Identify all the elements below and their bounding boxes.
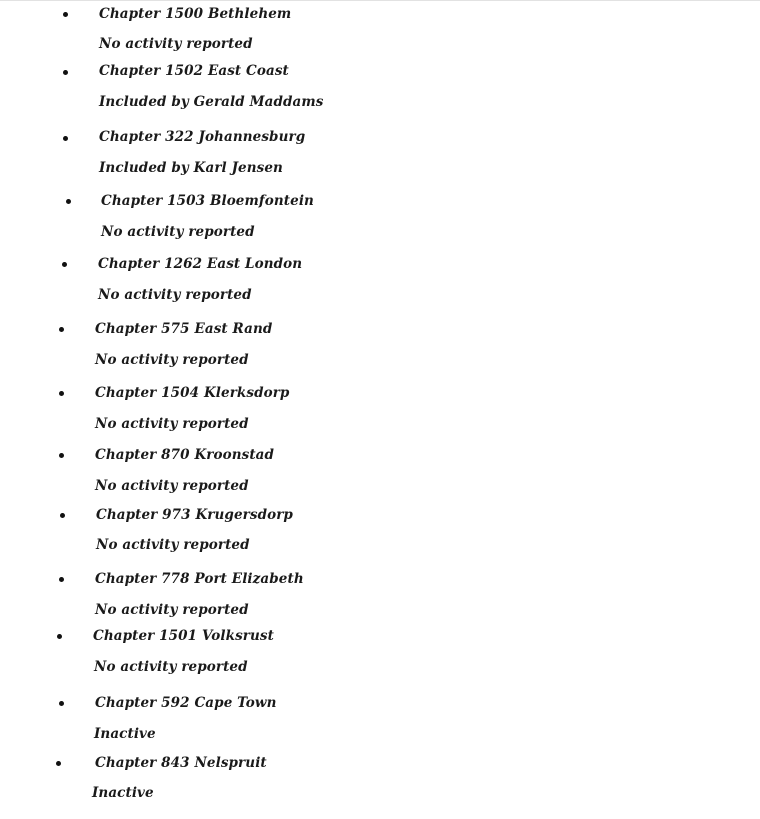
chapter-status: Included by Karl Jensen	[99, 160, 283, 176]
chapter-status: No activity reported	[95, 478, 249, 494]
chapter-name: Chapter 575 East Rand	[95, 321, 273, 337]
chapter-status: No activity reported	[95, 416, 249, 432]
bullet-icon	[63, 12, 68, 17]
bullet-icon	[59, 701, 64, 706]
chapter-name: Chapter 1502 East Coast	[99, 63, 289, 79]
chapter-name: Chapter 1504 Klerksdorp	[95, 385, 290, 401]
bullet-icon	[63, 70, 68, 75]
bullet-icon	[60, 513, 65, 518]
chapter-status: No activity reported	[99, 36, 253, 52]
chapter-status: No activity reported	[95, 352, 249, 368]
bullet-icon	[63, 136, 68, 141]
bullet-icon	[59, 453, 64, 458]
chapter-status: Included by Gerald Maddams	[99, 94, 324, 110]
chapter-name: Chapter 1501 Volksrust	[93, 628, 274, 644]
bullet-icon	[59, 391, 64, 396]
chapter-name: Chapter 592 Cape Town	[95, 695, 277, 711]
top-divider	[0, 0, 760, 1]
chapter-status: No activity reported	[101, 224, 255, 240]
bullet-icon	[62, 262, 67, 267]
chapter-name: Chapter 778 Port Elizabeth	[95, 571, 304, 587]
bullet-icon	[59, 327, 64, 332]
chapter-name: Chapter 843 Nelspruit	[95, 755, 267, 771]
bullet-icon	[59, 577, 64, 582]
chapter-name: Chapter 1500 Bethlehem	[99, 6, 292, 22]
chapter-status: No activity reported	[95, 602, 249, 618]
chapter-name: Chapter 870 Kroonstad	[95, 447, 275, 463]
chapter-status: No activity reported	[94, 659, 248, 675]
bullet-icon	[66, 199, 71, 204]
chapter-name: Chapter 322 Johannesburg	[99, 129, 306, 145]
chapter-name: Chapter 973 Krugersdorp	[96, 507, 293, 523]
chapter-status: Inactive	[94, 726, 156, 742]
bullet-icon	[57, 634, 62, 639]
chapter-name: Chapter 1503 Bloemfontein	[101, 193, 314, 209]
chapter-name: Chapter 1262 East London	[98, 256, 303, 272]
chapter-status: No activity reported	[98, 287, 252, 303]
chapter-status: No activity reported	[96, 537, 250, 553]
chapter-status: Inactive	[92, 785, 154, 801]
bullet-icon	[56, 761, 61, 766]
